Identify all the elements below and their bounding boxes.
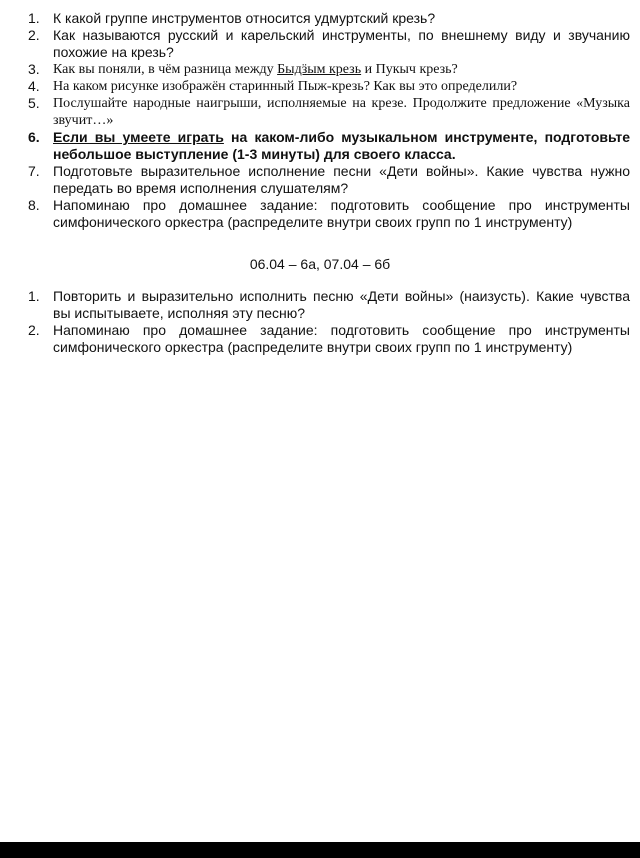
- list-item: [26, 288, 630, 322]
- underlined-phrase: Если вы умеете играть: [53, 129, 224, 145]
- item-number: 1.: [28, 288, 40, 304]
- item-text: Послушайте народные наигрыши, исполняемые на крезе. Продолжите предложение «Музыка звучит…»: [53, 96, 630, 128]
- item-number: 6.: [28, 129, 40, 145]
- list-item: [26, 129, 630, 163]
- date-heading: 06.04 – 6а, 07.04 – 6б: [249, 256, 391, 272]
- item-number: 2.: [28, 27, 40, 43]
- list-item: [26, 61, 630, 78]
- item-text: на каком-либо музыкальном инструменте, подготовьте небольшое выступление (1-3 минуты) для своего класса.: [53, 129, 630, 162]
- item-text: Напоминаю про домашнее задание: подготовить сообщение про инструменты симфонического оркестра (распределите внутри своих групп по 1 инструменту): [53, 197, 630, 230]
- item-text: Повторить и выразительно исполнить песню «Дети войны» (наизусть). Какие чувства вы испытываете, исполняя эту песню?: [53, 288, 630, 321]
- item-number: 2.: [28, 322, 40, 338]
- list-item: [26, 78, 630, 95]
- item-text: Подготовьте выразительное исполнение песни «Дети войны». Какие чувства нужно передать во время исполнения слушателям?: [53, 163, 630, 196]
- list-item: [26, 27, 630, 61]
- item-number: 7.: [28, 163, 40, 179]
- item-number: 3.: [28, 61, 40, 77]
- list-item: [26, 163, 630, 197]
- list-item: [26, 95, 630, 129]
- item-text: Как вы поняли, в чём разница между: [53, 62, 278, 77]
- homework-list: [26, 288, 630, 356]
- item-number: 1.: [28, 10, 40, 26]
- underlined-term: Быдӟым крезь: [277, 62, 362, 77]
- item-number: 8.: [28, 197, 40, 213]
- item-text: и Пукыч крезь?: [361, 62, 458, 77]
- item-number: 4.: [28, 78, 40, 94]
- item-text: Напоминаю про домашнее задание: подготовить сообщение про инструменты симфонического оркестра (распределите внутри своих групп по 1 инструменту): [53, 322, 630, 355]
- list-item: [26, 322, 630, 356]
- question-list: [26, 10, 630, 231]
- item-text: К какой группе инструментов относится удмуртский крезь?: [53, 10, 436, 26]
- list-item: [26, 10, 630, 27]
- list-item: [26, 197, 630, 231]
- item-number: 5.: [28, 95, 40, 111]
- item-text: На каком рисунке изображён старинный Пыж-крезь? Как вы это определили?: [53, 79, 518, 94]
- item-text: Как называются русский и карельский инструменты, по внешнему виду и звучанию похожие на крезь?: [53, 27, 630, 60]
- bottom-black-bar: [0, 842, 640, 858]
